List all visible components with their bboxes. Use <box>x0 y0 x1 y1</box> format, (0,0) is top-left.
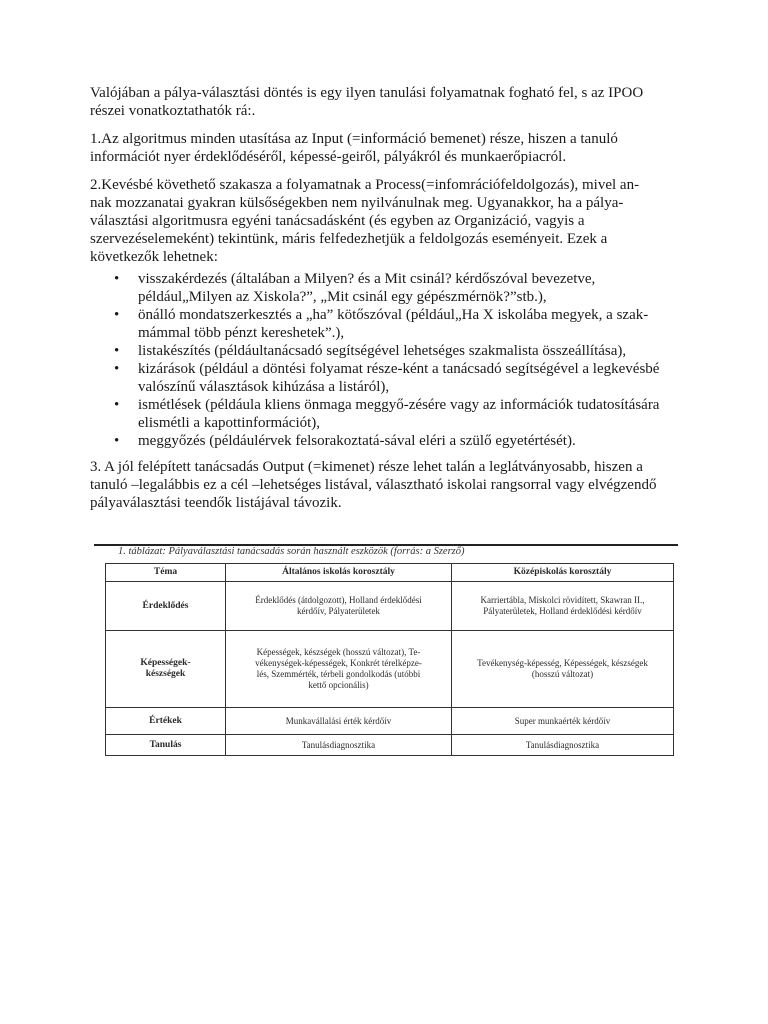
cell-line: Karriertábla, Miskolci rövidített, Skawran II., <box>480 595 645 605</box>
cell-line: Pályaterületek, Holland érdeklődési kérdőív <box>483 606 642 616</box>
secondary-cell <box>452 708 674 735</box>
general-cell <box>226 735 452 756</box>
table-row <box>106 631 674 708</box>
list-item <box>138 306 680 342</box>
secondary-cell <box>452 582 674 631</box>
point-2-paragraph <box>90 176 680 266</box>
cell-line: Munkavállalási érték kérdőív <box>285 715 392 726</box>
table-caption: 1. táblázat: Pályaválasztási tanácsadás során használt eszközök (forrás: a Szerző) <box>118 546 465 557</box>
header-general-school: Általános iskolás korosztály <box>226 564 452 582</box>
cell-line: Érdeklődés (átdolgozott), Holland érdeklődési <box>255 595 422 605</box>
cell-line: készségek <box>145 669 186 679</box>
table-row <box>106 708 674 735</box>
cell-line: lés, Szemmérték, térbeli gondolkodás (utóbbi <box>256 669 421 679</box>
header-secondary-school: Középiskolás korosztály <box>452 564 674 582</box>
list-item <box>138 432 680 450</box>
text-line: információt nyer érdeklődéséről, képessé-geiről, pályákról és munkaerőpiacról. <box>90 149 567 165</box>
cell-line: Képességek, készségek (hosszú változat), Te- <box>256 647 421 657</box>
text-line: mámmal több pénzt kereshetek”.), <box>138 325 345 341</box>
secondary-cell <box>452 735 674 756</box>
table-row <box>106 735 674 756</box>
text-line: 1.Az algoritmus minden utasítása az Input (=információ bemenet) része, hiszen a tanuló <box>90 131 618 147</box>
topic-cell <box>106 735 226 756</box>
topic-cell <box>106 631 226 708</box>
text-line: nak mozzanatai gyakran külsőségekben nem nyilvánulnak meg. Ugyanakkor, ha a pálya- <box>90 195 624 211</box>
text-line: például„Milyen az Xiskola?”, „Mit csinál egy gépészmérnök?”stb.), <box>138 289 547 305</box>
process-bullet-list <box>90 270 680 450</box>
text-line: pályaválasztási teendők listájával távozik. <box>90 495 342 511</box>
text-line: részei vonatkoztathatók rá:. <box>90 103 256 119</box>
header-topic: Téma <box>106 564 226 582</box>
cell-line: vékenységek-képességek, Konkrét térelképze- <box>255 658 422 668</box>
cell-line: Tanulásdiagnosztika <box>525 739 600 750</box>
list-item <box>138 342 680 360</box>
cell-line: Képességek- <box>140 658 191 668</box>
cell-line: Értékek <box>149 715 182 726</box>
cell-line: Super munkaérték kérdőív <box>514 715 611 726</box>
text-line: valószínű választások kihúzása a listáról), <box>138 379 390 395</box>
text-line: választási algoritmusra egyéni tanácsadásként (és egyben az Organizáció, vagyis a <box>90 213 585 229</box>
topic-cell <box>106 708 226 735</box>
list-item <box>138 396 680 432</box>
list-item <box>138 270 680 306</box>
point-3-paragraph <box>90 458 680 512</box>
text-line: • visszakérdezés (általában a Milyen? és a Mit csinál? kérdőszóval bevezetve, <box>138 271 596 287</box>
topic-cell <box>106 582 226 631</box>
text-line: szervezéselemeként) tekintünk, máris felfedezhetjük a feldolgozás eseményeit. Ezek a <box>90 231 608 247</box>
text-line: tanuló –legalábbis ez a cél –lehetséges listával, választható iskolai rangsorral vagy elvégzendő <box>90 477 657 493</box>
text-line: 3. A jól felépített tanácsadás Output (=kimenet) része lehet talán a leglátványosabb, hiszen a <box>90 459 643 475</box>
cell-line: Tanulás <box>149 739 182 750</box>
table-header-row <box>106 564 674 582</box>
text-line: Valójában a pálya-választási döntés is egy ilyen tanulási folyamatnak fogható fel, s az IPOO <box>90 85 644 101</box>
text-line: • ismétlések (példáula kliens önmaga meggyő-zésére vagy az információk tudatosítására <box>138 397 660 413</box>
cell-line: Érdeklődés <box>142 600 189 611</box>
table-row <box>106 582 674 631</box>
general-cell <box>226 708 452 735</box>
intro-paragraph <box>90 84 680 120</box>
counseling-tools-table <box>105 563 674 756</box>
cell-line: kérdőív, Pályaterületek <box>297 606 380 616</box>
list-item <box>138 360 680 396</box>
cell-line: Tanulásdiagnosztika <box>301 739 376 750</box>
text-line: • meggyőzés (példáulérvek felsorakoztatá-sával eléri a szülő egyetértését). <box>138 433 576 449</box>
point-1-paragraph <box>90 130 680 166</box>
text-line: • listakészítés (példáultanácsadó segítségével lehetséges szakmalista összeállítása), <box>138 343 627 359</box>
cell-line: Tevékenység-képesség, Képességek, készségek <box>477 658 648 668</box>
text-line: elismétli a kapottinformációt), <box>138 415 321 431</box>
text-line: 2.Kevésbé követhető szakasza a folyamatnak a Process(=infomrációfeldolgozás), mivel an- <box>90 177 640 193</box>
text-body <box>90 84 680 522</box>
text-line: következők lehetnek: <box>90 249 218 265</box>
cell-line: (hosszú változat) <box>531 669 594 679</box>
general-cell <box>226 582 452 631</box>
general-cell <box>226 631 452 708</box>
text-line: • kizárások (például a döntési folyamat része-ként a tanácsadó segítségével a legkevésbé <box>138 361 660 377</box>
secondary-cell <box>452 631 674 708</box>
cell-line: kettő opcionális) <box>308 680 369 690</box>
text-line: • önálló mondatszerkesztés a „ha” kötőszóval (például„Ha X iskolába megyek, a szak- <box>138 307 649 323</box>
